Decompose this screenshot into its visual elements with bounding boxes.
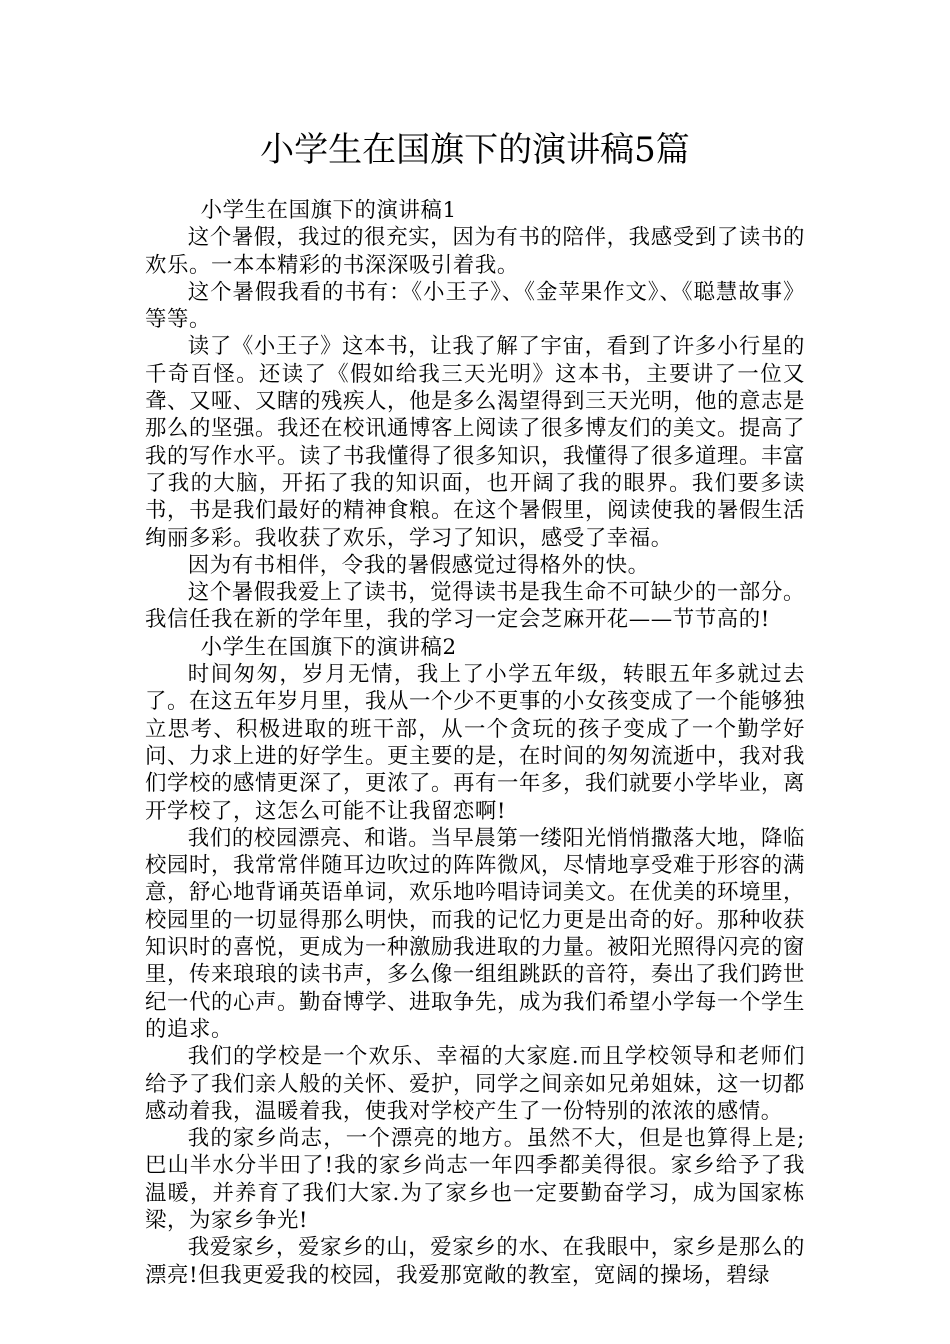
document-body: [145, 197, 805, 1289]
body-paragraph: 我的家乡尚志，一个漂亮的地方。虽然不大，但是也算得上是;巴山半水分半田了!我的家乡尚志一年四季都美得很。家乡给予了我温暖，并养育了我们大家.为了家乡也一定要勤奋学习，成为国家栋梁，为家乡争光!: [145, 1126, 805, 1233]
body-paragraph: 这个暑假我爱上了读书，觉得读书是我生命不可缺少的一部分。我信任我在新的学年里，我的学习一定会芝麻开花——节节高的!: [145, 580, 805, 633]
section-heading: 小学生在国旗下的演讲稿1: [200, 198, 457, 223]
document-title: 小学生在国旗下的演讲稿5篇: [260, 130, 690, 170]
body-paragraph: 这个暑假，我过的很充实，因为有书的陪伴，我感受到了读书的欢乐。一本本精彩的书深深吸引着我。: [145, 225, 805, 278]
body-paragraph: 我们的校园漂亮、和谐。当早晨第一缕阳光悄悄撒落大地，降临校园时，我常常伴随耳边吹过的阵阵微风，尽情地享受难于形容的满意，舒心地背诵英语单词，欢乐地吟唱诗词美文。在优美的环境里，校园里的一切显得那么明快，而我的记忆力更是出奇的好。那种收获知识时的喜悦，更成为一种激励我进取的力量。被阳光照得闪亮的窗里，传来琅琅的读书声，多么像一组组跳跃的音符，奏出了我们跨世纪一代的心声。勤奋博学、进取争先，成为我们希望小学每一个学生的追求。: [145, 825, 805, 1042]
body-paragraph: 这个暑假我看的书有：《小王子》、《金苹果作文》、《聪慧故事》等等。: [145, 279, 805, 333]
body-paragraph: 我爱家乡，爱家乡的山，爱家乡的水、在我眼中，家乡是那么的漂亮!但我更爱我的校园，我爱那宽敞的教室，宽阔的操场，碧绿: [145, 1235, 805, 1288]
body-paragraph: 我们的学校是一个欢乐、幸福的大家庭.而且学校领导和老师们给予了我们亲人般的关怀、爱护，同学之间亲如兄弟姐妹，这一切都感动着我，温暖着我，使我对学校产生了一份特别的浓浓的感情。: [145, 1044, 805, 1124]
body-paragraph: 时间匆匆，岁月无情，我上了小学五年级，转眼五年多就过去了。在这五年岁月里，我从一个少不更事的小女孩变成了一个能够独立思考、积极进取的班干部，从一个贪玩的孩子变成了一个勤学好问、力求上进的好学生。更主要的是，在时间的匆匆流逝中，我对我们学校的感情更深了，更浓了。再有一年多，我们就要小学毕业，离开学校了，这怎么可能不让我留恋啊!: [145, 662, 805, 824]
section-heading: 小学生在国旗下的演讲稿2: [200, 634, 457, 660]
body-paragraph: 读了《小王子》这本书，让我了解了宇宙，看到了许多小行星的千奇百怪。还读了《假如给我三天光明》这本书，主要讲了一位又聋、又哑、又瞎的残疾人，他是多么渴望得到三天光明，他的意志是那么的坚强。我还在校讯通博客上阅读了很多博友们的美文。提高了我的写作水平。读了书我懂得了很多知识，我懂得了很多道理。丰富了我的大脑，开拓了我的知识面，也开阔了我的眼界。我们要多读书，书是我们最好的精神食粮。在这个暑假里，阅读使我的暑假生活绚丽多彩。我收获了欢乐，学习了知识，感受了幸福。: [145, 334, 805, 551]
body-paragraph: 因为有书相伴，令我的暑假感觉过得格外的快。: [187, 552, 650, 578]
